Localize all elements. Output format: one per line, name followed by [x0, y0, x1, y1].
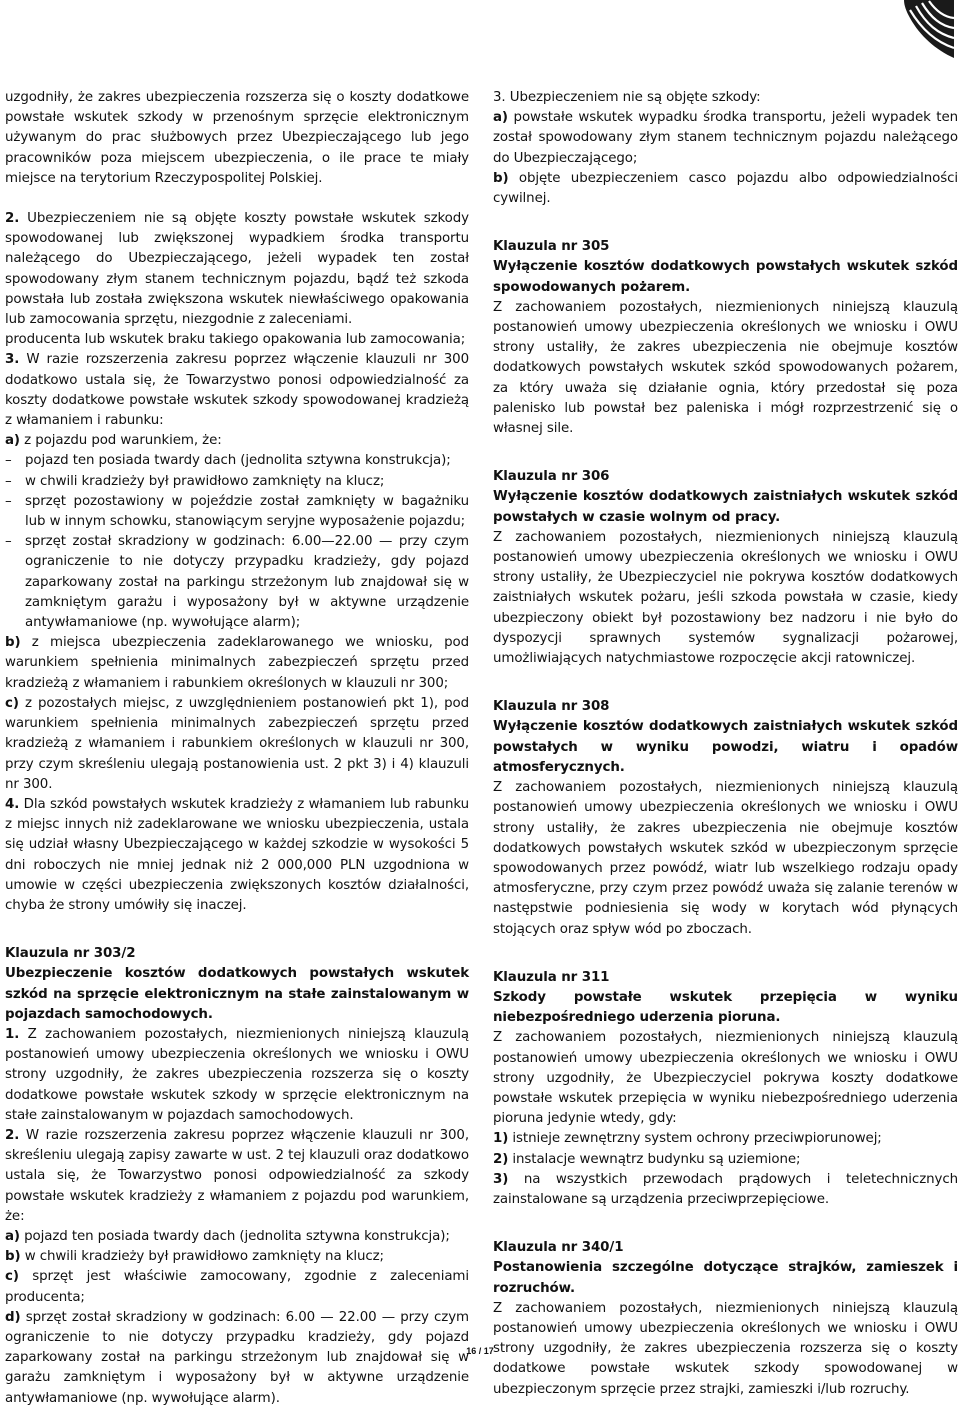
dash-item: – sprzęt pozostawiony w pojeździe został zamknięty w bagażniku lub w innym schowku, stanowiącym seryjne wyposażenie pojazdu; [5, 492, 469, 532]
paragraph: uzgodniły, że zakres ubezpieczenia rozszerza się o koszty dodatkowe powstałe wskutek szkody w przenośnym sprzęcie elektronicznym używanym do prac służbowych przez Ubezpieczającego lub jego pracowników poza miejscem ubezpieczenia, o ile prace te miały miejsce na terytorium Rzeczypospolitej Polskiej. [5, 90, 469, 186]
dash-item: – pojazd ten posiada twardy dach (jednolita sztywna konstrukcja); [5, 451, 469, 471]
clause-title: Klauzula nr 305 [493, 239, 610, 255]
dash-item: – sprzęt został skradziony w godzinach: 6.00—22.00 — przy czym ograniczenie to nie dotyczy przypadku kradzieży, gdy pojazd zaparkowany został na parkingu strzeżonym lub znajdował się w zamkniętym garażu i wyposażony był w aktywne urządzenie antywłamaniowe (np. wywołujące alarm); [5, 532, 469, 633]
numbered-paragraph: 2. W razie rozszerzenia zakresu poprzez włączenie klauzuli nr 300, skreśleniu ulegają zapisy zawarte w ust. 2 tej klauzuli oraz dodatkowo ustala się, że Towarzystwo ponosi odpowiedzialność za szkody powstałe wskutek kradzieży z włamaniem z pojazdu pod warunkiem, że: [5, 1127, 469, 1224]
clause-heading: Wyłączenie kosztów dodatkowych zaistniałych wskutek szkód powstałych w czasie wolnym od pracy. [493, 489, 958, 525]
list-item: c) z pozostałych miejsc, z uwzględnieniem postanowień pkt 1), pod warunkiem spełnienia minimalnych zabezpieczeń sprzętu przed kradzieżą z włamaniem i rabunkiem określonych w klauzuli nr 300, przy czym skreśleniu ulegają postanowienia ust. 2 pkt 3) i 4) klauzuli nr 300. [5, 695, 469, 792]
page-number: 16 / 17 [466, 1346, 494, 1356]
paragraph: Z zachowaniem pozostałych, niezmienionych niniejszą klauzulą postanowień umowy ubezpieczenia określonych we wniosku i OWU strony ustaliły, że Ubezpieczyciel nie pokrywa kosztów dodatkowych zaistniałych wskutek pożaru, jeśli szkoda powstała w czasie, kiedy ubezpieczony obiekt był pozostawiony bez nadzoru i nie było do dyspozycji sprawnych systemów sygnalizacji pożarowej, umożliwiających natychmiastowe rozpoczęcie akcji ratowniczej. [493, 529, 958, 667]
clause-title: Klauzula nr 340/1 [493, 1240, 624, 1256]
list-item: b) z miejsca ubezpieczenia zadeklarowanego we wniosku, pod warunkiem spełnienia minimalnych zabezpieczeń sprzętu przed kradzieżą z włamaniem i rabunkiem określonych w klauzuli nr 300; [5, 635, 469, 691]
list-item: a) powstałe wskutek wypadku środka transportu, jeżeli wypadek ten został spowodowany złym stanem technicznym pojazdu należącego do Ubezpieczającego; [493, 110, 958, 166]
clause-heading: Wyłączenie kosztów dodatkowych zaistniałych wskutek szkód powstałych w wyniku powodzi, wiatru i opadów atmosferycznych. [493, 719, 958, 775]
right-column [493, 88, 958, 1400]
list-item: a) z pojazdu pod warunkiem, że: [5, 433, 222, 449]
paragraph: producenta lub wskutek braku takiego opakowania lub zamocowania; [5, 332, 466, 348]
list-item: b) w chwili kradzieży był prawidłowo zamknięty na klucz; [5, 1249, 384, 1265]
list-item: c) sprzęt jest właściwie zamocowany, zgodnie z zaleceniami producenta; [5, 1269, 469, 1305]
list-item: b) objęte ubezpieczeniem casco pojazdu albo odpowiedzialności cywilnej. [493, 170, 958, 207]
paragraph: Z zachowaniem pozostałych, niezmienionych niniejszą klauzulą postanowień umowy ubezpieczenia określonych we wniosku i OWU strony uzgodniły, że zakres ubezpieczenia rozszerza się o koszty dodatkowe powstałe wskutek szkody spowodowanej w ubezpieczonym sprzęcie przez strajki, zamieszki i/lub rozruchy. [493, 1300, 958, 1397]
numbered-paragraph: 3. W razie rozszerzenia zakresu poprzez włączenie klauzuli nr 300 dodatkowo ustala się, że Towarzystwo ponosi odpowiedzialność za koszty dodatkowe powstałe wskutek szkody spowodowanej kradzieżą z włamaniem i rabunku: [5, 352, 469, 429]
numbered-paragraph: 3. Ubezpieczeniem nie są objęte szkody: [493, 90, 761, 105]
clause-heading: Szkody powstałe wskutek przepięcia w wyniku niebezpośredniego uderzenia pioruna. [493, 989, 958, 1026]
left-column [5, 88, 469, 1409]
list-item: a) pojazd ten posiada twardy dach (jednolita sztywna konstrukcja); [5, 1228, 450, 1244]
dash-item: – w chwili kradzieży był prawidłowo zamknięty na klucz; [5, 472, 469, 492]
clause-heading: Wyłączenie kosztów dodatkowych powstałych wskutek szkód spowodowanych pożarem. [493, 259, 958, 295]
list-item: d) sprzęt został skradziony w godzinach: 6.00 — 22.00 — przy czym ograniczenie to nie dotyczy przypadku kradzieży, gdy pojazd zaparkowany został na parkingu strzeżonym lub znajdował się w garażu zamkniętym i wyposażony był w aktywne urządzenie antywłamaniowe (np. wywołujące alarm). [5, 1309, 469, 1406]
clause-title: Klauzula nr 311 [493, 969, 610, 985]
clause-title: Klauzula nr 303/2 [5, 946, 136, 962]
numbered-paragraph: 2. Ubezpieczeniem nie są objęte koszty powstałe wskutek szkody spowodowanej lub zwiększonej wypadkiem środka transportu należącego do Ubezpieczającego, jeżeli wypadek ten został spowodowany złym stanem technicznym pojazdu, bądź też szkoda powstała lub została zwiększona wskutek niewłaściwego opakowania lub zamocowania sprzętu, niezgodnie z zaleceniami. [5, 211, 469, 328]
list-item: 3) na wszystkich przewodach prądowych i teletechnicznych zainstalowane są urządzenia przeciwprzepięciowe. [493, 1171, 958, 1207]
list-item: 1) istnieje zewnętrzny system ochrony przeciwpiorunowej; [493, 1131, 882, 1147]
clause-title: Klauzula nr 306 [493, 469, 610, 485]
striped-fan-logo-icon [896, 0, 954, 58]
paragraph: Z zachowaniem pozostałych, niezmienionych niniejszą klauzulą postanowień umowy ubezpieczenia określonych we wniosku i OWU strony ustaliły, że zakres ubezpieczenia nie obejmuje kosztów dodatkowych powstałych wskutek szkód spowodowanych pożarem, za który uważa się działanie ognia, który przedostał się poza palenisko lub powstał bez paleniska i mógł rozprzestrzenić się o własnej sile. [493, 299, 958, 437]
paragraph: Z zachowaniem pozostałych, niezmienionych niniejszą klauzulą postanowień umowy ubezpieczenia określonych we wniosku i OWU strony ustaliły, że zakres ubezpieczenia nie obejmuje kosztów dodatkowych powstałych wskutek szkód w ubezpieczonym sprzęcie spowodowanych przez powódź, wiatr lub wszelkiego rodzaju opady atmosferyczne, przy czym przez powódź uważa się zalanie terenów w następstwie podniesienia się wody w korytach wód płynących stojących oraz spływ wód po zboczach. [493, 780, 958, 937]
list-item: 2) instalacje wewnątrz budynku są uziemione; [493, 1151, 801, 1167]
clause-heading: Postanowienia szczególne dotyczące strajków, zamieszek i rozruchów. [493, 1260, 958, 1296]
numbered-paragraph: 1. Z zachowaniem pozostałych, niezmienionych niniejszą klauzulą postanowień umowy ubezpieczenia określonych we wniosku i OWU strony uzgodniły, że zakres ubezpieczenia rozszerza się o koszty dodatkowe powstałe wskutek szkody w sprzęcie elektronicznym na stałe zainstalowanym w pojazdach samochodowych. [5, 1026, 469, 1123]
clause-heading: Ubezpieczenie kosztów dodatkowych powstałych wskutek szkód na sprzęcie elektronicznym na stałe zainstalowanym w pojazdach samochodowych. [5, 966, 469, 1022]
paragraph: Z zachowaniem pozostałych, niezmienionych niniejszą klauzulą postanowień umowy ubezpieczenia określonych we wniosku i OWU strony uzgodniły, że Ubezpieczyciel pokrywa koszty dodatkowe powstałe wskutek przepięcia w wyniku niebezpośredniego uderzenia pioruna jedynie wtedy, gdy: [493, 1030, 958, 1127]
numbered-paragraph: 4. Dla szkód powstałych wskutek kradzieży z włamaniem lub rabunku z miejsc innych niż zadeklarowane we wniosku ubezpieczenia, ustala się udział własny Ubezpieczającego w każdej szkodzie w wysokości 5 dni roboczych nie mniej jednak niż 2 000,000 PLN uzgodniona w umowie w części ubezpieczenia zwiększonych kosztów działalności, chyba że strony umówiły się inaczej. [5, 796, 469, 913]
clause-title: Klauzula nr 308 [493, 699, 610, 715]
